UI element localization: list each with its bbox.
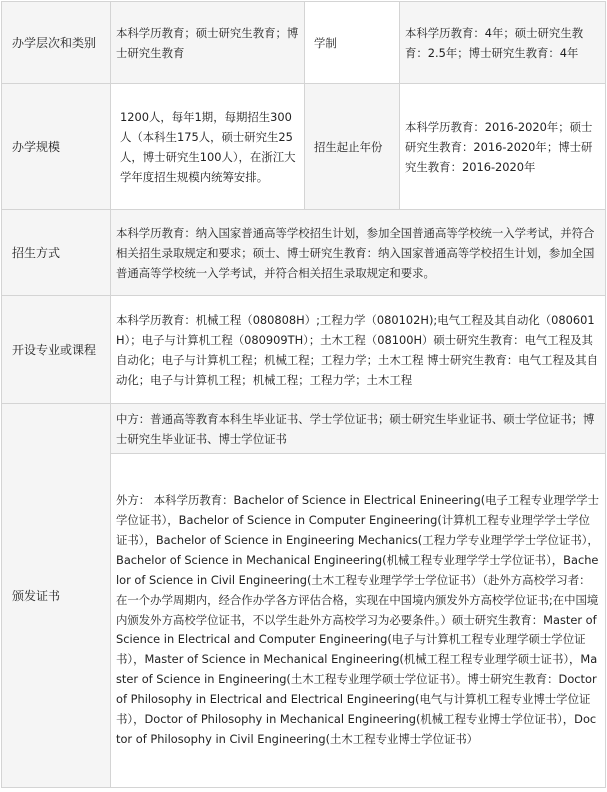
row-enroll xyxy=(2,210,606,296)
value-level: 本科学历教育；硕士研究生教育；博士研究生教育 xyxy=(111,2,305,84)
value-duration: 本科学历教育：4年；硕士研究生教育：2.5年；博士研究生教育：4年 xyxy=(400,2,606,84)
value-cert-china: 中方：普通高等教育本科生毕业证书、学士学位证书；硕士研究生毕业证书、硕士学位证书；博士研究生毕业证书、博士学位证书 xyxy=(111,404,606,454)
label-scale: 办学规模 xyxy=(2,84,111,210)
value-enroll-years: 本科学历教育：2016-2020年；硕士研究生教育：2016-2020年；博士研究生教育：2016-2020年 xyxy=(400,84,606,210)
value-cert-foreign: 外方： 本科学历教育：Bachelor of Science in Electrical Enineering(电子工程专业理学学士学位证书），Bachelor of Science in Computer Engineering(计算机工程专业理学学士学位证书），Bachelor of Science in Engineering Mechanics(工程力学专业理学学士学位证书），Bachelor of Science in Mechanical Engineering(机械工程专业理学学士学位证书），Bachelor of Science in Civil Engineering(土木工程专业理学学士学位证书）（赴外方高校学习者：在一个办学周期内，经合作办学各方评估合格，实现在中国境内颁发外方高校学位证书;在中国境内颁发外方高校学位证书，不以学生赴外方高校学习为必要条件。）硕士研究生教育：Master of Science in Electrical and Computer Engineering(电子与计算机工程专业理学硕士学位证书），Master of Science in Mechanical Engineering(机械工程工程专业理学硕士证书），Master of Science in Engineering(土木工程专业理学硕士学位证书）。博士研究生教育：Doctor of Philosophy in Electrical and Electrical Engineering(电气与计算机工程专业博士学位证书），Doctor of Philosophy in Mechanical Engineering(机械工程专业博士学位证书），Doctor of Philosophy in Civil Engineering(土木工程专业博士学位证书） xyxy=(111,454,606,788)
value-scale: 1200人，每年1期，每期招生300人（本科生175人，硕士研究生25人，博士研究生100人），在浙江大学年度招生规模内统筹安排。 xyxy=(111,84,305,210)
label-duration: 学制 xyxy=(305,2,400,84)
value-enroll: 本科学历教育：纳入国家普通高等学校招生计划，参加全国普通高等学校统一入学考试，并符合相关招生录取规定和要求；硕士、博士研究生教育：纳入国家普通高等学校招生计划，参加全国普通高等学校统一入学考试，并符合相关招生录取规定和要求。 xyxy=(111,210,606,296)
label-majors: 开设专业或课程 xyxy=(2,296,111,404)
label-cert: 颁发证书 xyxy=(2,404,111,788)
value-majors: 本科学历教育：机械工程（080808H）;工程力学（080102H);电气工程及其自动化（080601H）；电子与计算机工程（080909TH）；土木工程（08100H）硕士研究生教育：电气工程及其自动化；电子与计算机工程；机械工程；工程力学；土木工程 博士研究生教育：电气工程及其自动化；电子与计算机工程；机械工程；工程力学；土木工程 xyxy=(111,296,606,404)
label-enroll: 招生方式 xyxy=(2,210,111,296)
row-cert-china xyxy=(2,404,606,454)
row-level xyxy=(2,2,606,84)
row-majors xyxy=(2,296,606,404)
label-enroll-years: 招生起止年份 xyxy=(305,84,400,210)
program-info-table xyxy=(1,1,606,788)
row-scale xyxy=(2,84,606,210)
label-level: 办学层次和类别 xyxy=(2,2,111,84)
